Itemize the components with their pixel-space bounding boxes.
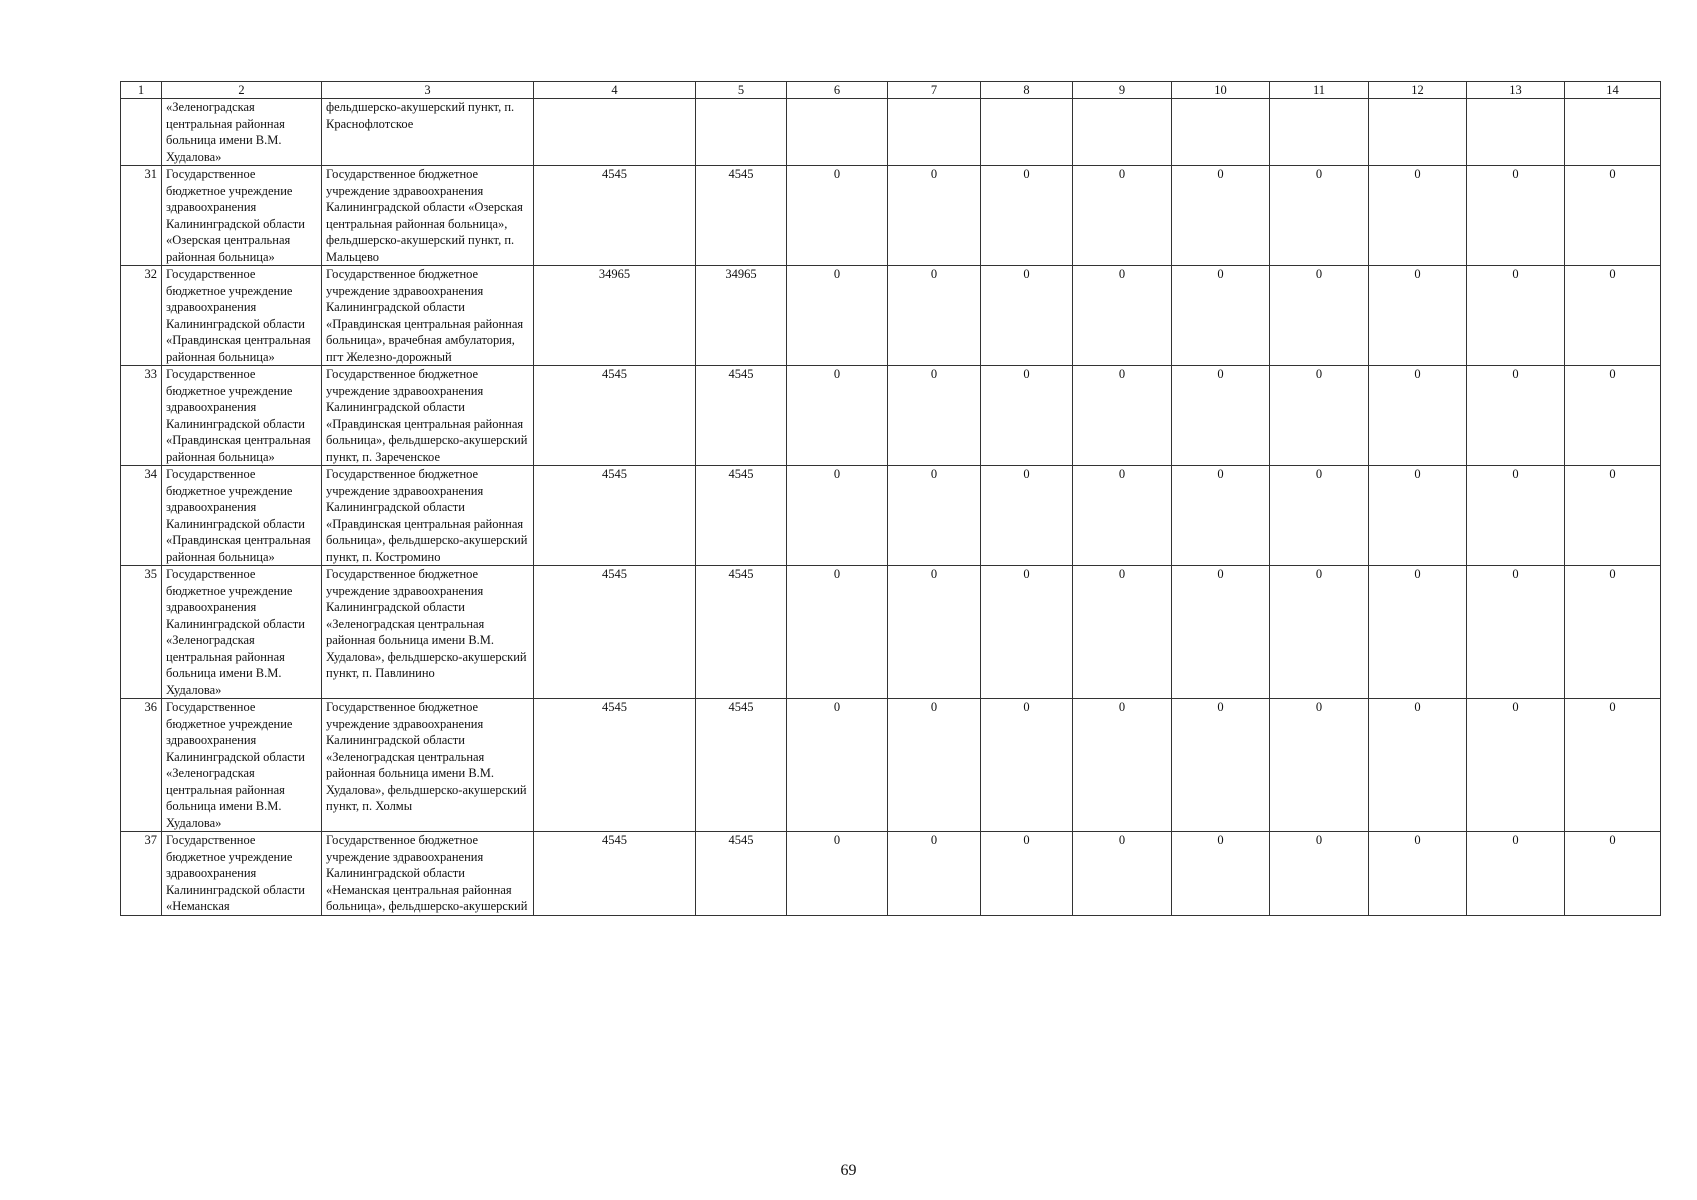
column-header: 14 (1565, 82, 1661, 99)
value-cell: 0 (1565, 466, 1661, 566)
value-cell: 0 (1073, 266, 1172, 366)
organization-cell: Государственное бюджетное учреждение здравоохранения Калининградской области «Зеленоградская центральная районная больница имени В.М. Худалова» (162, 566, 322, 699)
value-cell: 0 (1565, 166, 1661, 266)
value-cell: 0 (1369, 832, 1467, 916)
value-cell: 0 (1565, 366, 1661, 466)
column-header: 5 (696, 82, 787, 99)
column-header: 9 (1073, 82, 1172, 99)
value-cell: 0 (1369, 366, 1467, 466)
value-cell (696, 99, 787, 166)
value-cell: 0 (1172, 366, 1270, 466)
value-cell: 4545 (534, 366, 696, 466)
value-cell: 0 (1172, 466, 1270, 566)
facility-cell: Государственное бюджетное учреждение здравоохранения Калининградской области «Зеленоградская центральная районная больница имени В.М. Худалова», фельдшерско-акушерский пункт, п. Холмы (322, 699, 534, 832)
facility-cell: Государственное бюджетное учреждение здравоохранения Калининградской области «Правдинская центральная районная больница», фельдшерско-акушерский пункт, п. Зареченское (322, 366, 534, 466)
value-cell (888, 99, 981, 166)
table-row (121, 366, 1661, 466)
value-cell: 0 (981, 366, 1073, 466)
value-cell: 4545 (696, 566, 787, 699)
value-cell (1565, 99, 1661, 166)
value-cell: 0 (1467, 366, 1565, 466)
facility-cell: Государственное бюджетное учреждение здравоохранения Калининградской области «Правдинская центральная районная больница», фельдшерско-акушерский пункт, п. Костромино (322, 466, 534, 566)
value-cell: 0 (1369, 166, 1467, 266)
value-cell: 0 (888, 266, 981, 366)
value-cell (534, 99, 696, 166)
table-row (121, 699, 1661, 832)
row-number-cell (121, 99, 162, 166)
value-cell: 0 (1369, 466, 1467, 566)
organization-cell: Государственное бюджетное учреждение здравоохранения Калининградской области «Зеленоградская центральная районная больница имени В.М. Худалова» (162, 699, 322, 832)
column-header: 13 (1467, 82, 1565, 99)
value-cell: 34965 (696, 266, 787, 366)
value-cell: 0 (787, 466, 888, 566)
organization-cell: Государственное бюджетное учреждение здравоохранения Калининградской области «Неманская (162, 832, 322, 916)
value-cell: 34965 (534, 266, 696, 366)
page-number: 69 (840, 1162, 857, 1179)
value-cell: 0 (787, 699, 888, 832)
column-header: 8 (981, 82, 1073, 99)
value-cell: 0 (1270, 266, 1369, 366)
organization-cell: Государственное бюджетное учреждение здравоохранения Калининградской области «Правдинская центральная районная больница» (162, 266, 322, 366)
column-header: 7 (888, 82, 981, 99)
row-number-cell: 31 (121, 166, 162, 266)
value-cell: 0 (1467, 166, 1565, 266)
value-cell: 0 (1270, 366, 1369, 466)
value-cell: 0 (1369, 266, 1467, 366)
value-cell: 4545 (696, 166, 787, 266)
value-cell: 4545 (534, 832, 696, 916)
value-cell: 4545 (534, 699, 696, 832)
column-header: 2 (162, 82, 322, 99)
column-header: 6 (787, 82, 888, 99)
value-cell: 0 (787, 832, 888, 916)
value-cell: 4545 (534, 166, 696, 266)
value-cell (981, 99, 1073, 166)
value-cell (1369, 99, 1467, 166)
value-cell: 0 (1172, 266, 1270, 366)
header-row (121, 82, 1661, 99)
value-cell: 0 (1467, 266, 1565, 366)
table-row (121, 99, 1661, 166)
data-table (120, 81, 1661, 916)
facility-cell: Государственное бюджетное учреждение здравоохранения Калининградской области «Правдинская центральная районная больница», врачебная амбулатория, пгт Железно-дорожный (322, 266, 534, 366)
value-cell: 0 (1073, 366, 1172, 466)
value-cell (787, 99, 888, 166)
value-cell: 0 (981, 266, 1073, 366)
value-cell: 0 (787, 166, 888, 266)
value-cell: 0 (1270, 466, 1369, 566)
value-cell: 4545 (696, 366, 787, 466)
value-cell (1172, 99, 1270, 166)
value-cell: 0 (888, 832, 981, 916)
value-cell: 0 (1565, 566, 1661, 699)
facility-cell: Государственное бюджетное учреждение здравоохранения Калининградской области «Зеленоградская центральная районная больница имени В.М. Худалова», фельдшерско-акушерский пункт, п. Павлинино (322, 566, 534, 699)
value-cell: 0 (1073, 566, 1172, 699)
value-cell: 0 (981, 699, 1073, 832)
value-cell (1073, 99, 1172, 166)
facility-cell: Государственное бюджетное учреждение здравоохранения Калининградской области «Озерская центральная районная больница», фельдшерско-акушерский пункт, п. Мальцево (322, 166, 534, 266)
table-row (121, 832, 1661, 916)
value-cell: 4545 (696, 832, 787, 916)
value-cell: 0 (1369, 699, 1467, 832)
value-cell: 0 (1565, 266, 1661, 366)
column-header: 12 (1369, 82, 1467, 99)
value-cell (1467, 99, 1565, 166)
row-number-cell: 35 (121, 566, 162, 699)
facility-cell: Государственное бюджетное учреждение здравоохранения Калининградской области «Неманская центральная районная больница», фельдшерско-акушерский (322, 832, 534, 916)
row-number-cell: 32 (121, 266, 162, 366)
facility-cell: фельдшерско-акушерский пункт, п. Краснофлотское (322, 99, 534, 166)
value-cell: 4545 (534, 466, 696, 566)
value-cell: 0 (1073, 166, 1172, 266)
value-cell: 0 (1172, 166, 1270, 266)
row-number-cell: 37 (121, 832, 162, 916)
value-cell: 0 (1073, 699, 1172, 832)
column-header: 11 (1270, 82, 1369, 99)
value-cell: 0 (1270, 699, 1369, 832)
value-cell: 0 (1565, 832, 1661, 916)
value-cell: 0 (1270, 166, 1369, 266)
organization-cell: Государственное бюджетное учреждение здравоохранения Калининградской области «Озерская центральная районная больница» (162, 166, 322, 266)
value-cell: 0 (787, 566, 888, 699)
value-cell: 4545 (696, 699, 787, 832)
column-header: 4 (534, 82, 696, 99)
organization-cell: Государственное бюджетное учреждение здравоохранения Калининградской области «Правдинская центральная районная больница» (162, 466, 322, 566)
organization-cell: Государственное бюджетное учреждение здравоохранения Калининградской области «Правдинская центральная районная больница» (162, 366, 322, 466)
value-cell: 0 (888, 466, 981, 566)
value-cell: 4545 (534, 566, 696, 699)
table-row (121, 566, 1661, 699)
column-header: 1 (121, 82, 162, 99)
value-cell: 0 (1467, 566, 1565, 699)
value-cell: 0 (787, 366, 888, 466)
value-cell: 0 (1467, 466, 1565, 566)
value-cell: 0 (888, 566, 981, 699)
value-cell: 0 (888, 366, 981, 466)
value-cell: 0 (1073, 832, 1172, 916)
value-cell: 0 (981, 466, 1073, 566)
row-number-cell: 34 (121, 466, 162, 566)
row-number-cell: 33 (121, 366, 162, 466)
value-cell: 0 (1270, 832, 1369, 916)
value-cell: 0 (1467, 699, 1565, 832)
column-header: 3 (322, 82, 534, 99)
value-cell: 0 (787, 266, 888, 366)
table-row (121, 466, 1661, 566)
organization-cell: «Зеленоградская центральная районная больница имени В.М. Худалова» (162, 99, 322, 166)
table-row (121, 266, 1661, 366)
value-cell: 0 (1369, 566, 1467, 699)
value-cell: 0 (981, 566, 1073, 699)
value-cell: 0 (1565, 699, 1661, 832)
value-cell: 0 (981, 832, 1073, 916)
value-cell: 0 (888, 166, 981, 266)
table-body (121, 99, 1661, 916)
value-cell: 0 (1172, 699, 1270, 832)
value-cell (1270, 99, 1369, 166)
column-header: 10 (1172, 82, 1270, 99)
value-cell: 0 (1172, 832, 1270, 916)
value-cell: 0 (1172, 566, 1270, 699)
value-cell: 0 (981, 166, 1073, 266)
value-cell: 4545 (696, 466, 787, 566)
value-cell: 0 (1467, 832, 1565, 916)
value-cell: 0 (1073, 466, 1172, 566)
value-cell: 0 (888, 699, 981, 832)
row-number-cell: 36 (121, 699, 162, 832)
value-cell: 0 (1270, 566, 1369, 699)
table-row (121, 166, 1661, 266)
